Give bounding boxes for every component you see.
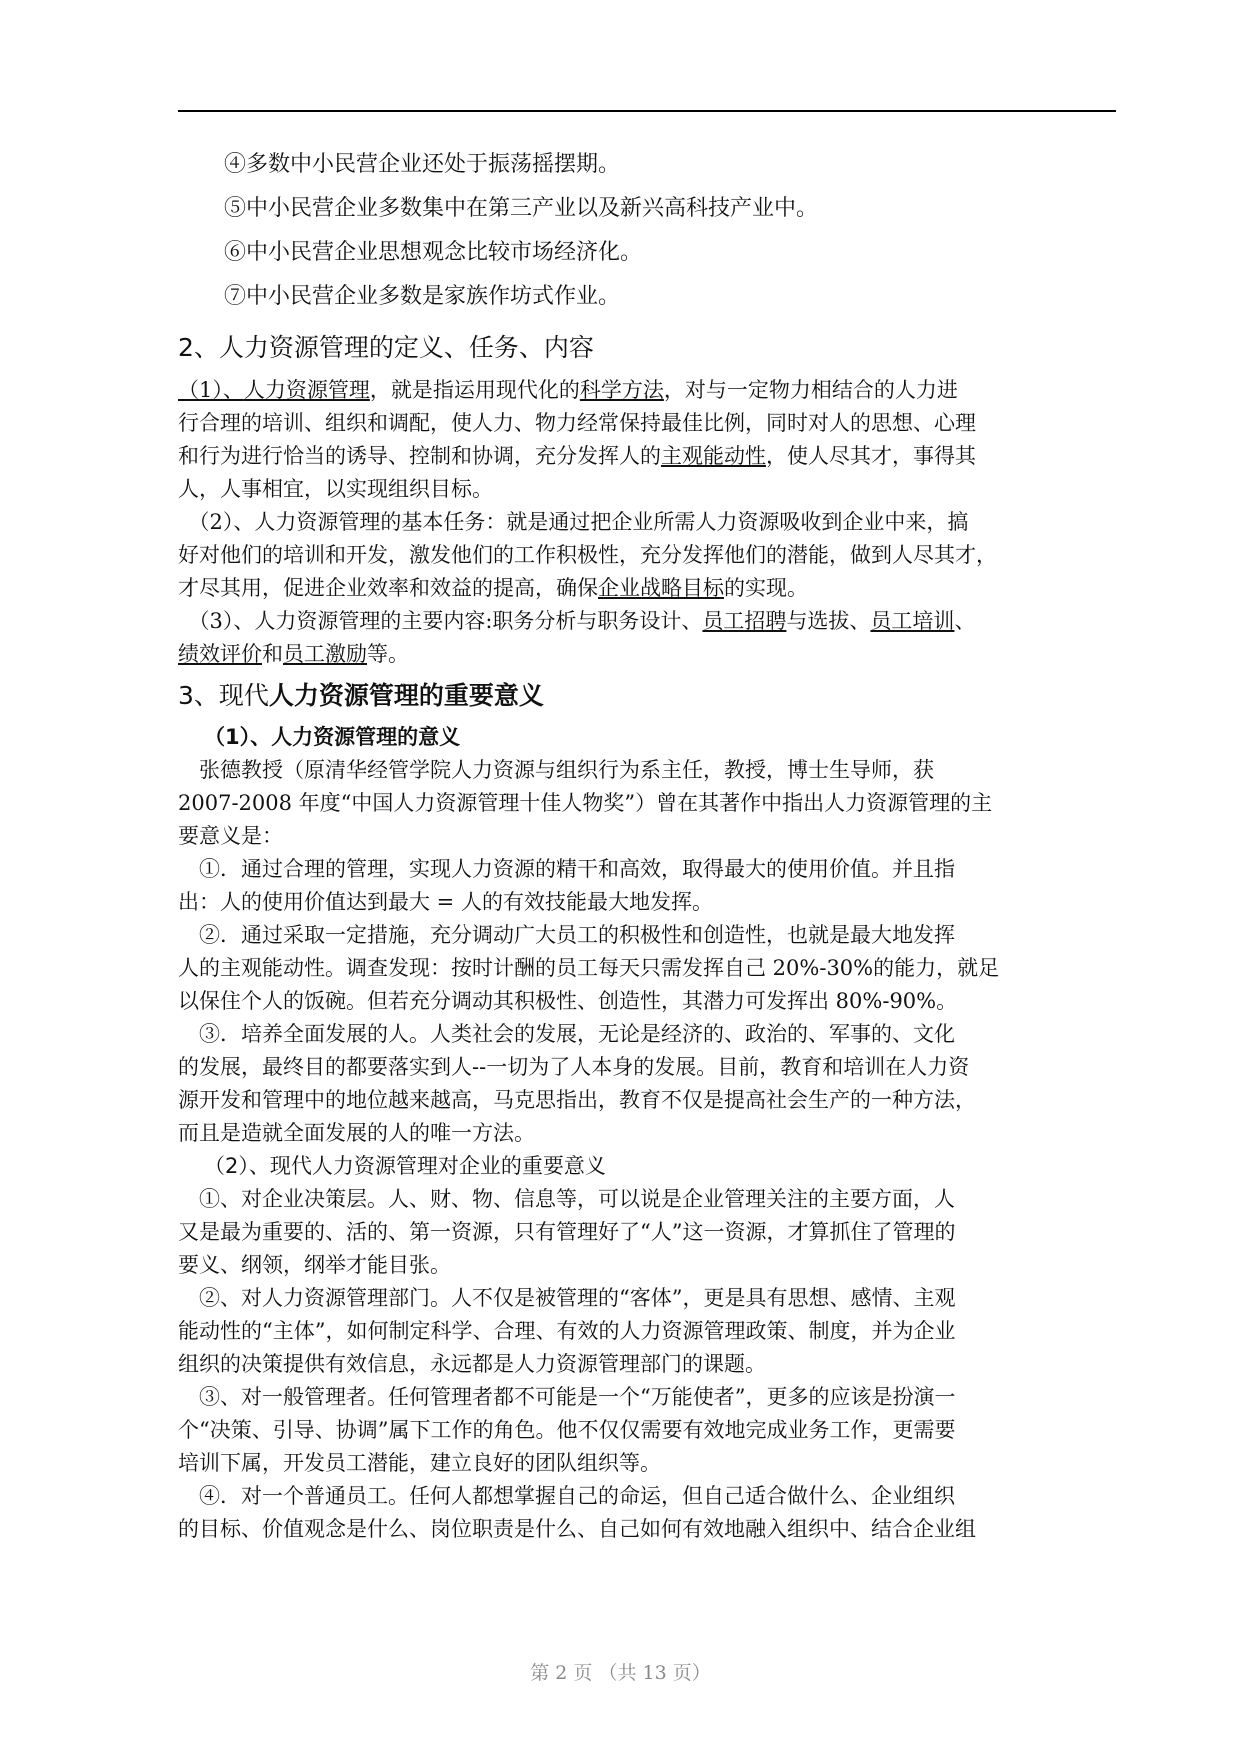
meaning-point-2 [178, 919, 1116, 1018]
intro-paragraph [178, 754, 1116, 853]
paragraph-line: ①．通过合理的管理，实现人力资源的精干和高效，取得最大的使用价值。并且指 [178, 857, 955, 881]
paragraph-line: 组织的决策提供有效信息，永远都是人力资源管理部门的课题。 [178, 1352, 766, 1376]
text-run: 才尽其用，促进企业效率和效益的提高，确保 [178, 576, 598, 600]
paragraph-line: 源开发和管理中的地位越来越高，马克思指出，教育不仅是提高社会生产的一种方法， [178, 1088, 976, 1112]
text-run: 与选拔、 [786, 609, 871, 633]
paragraph-line: 人的主观能动性。调查发现：按时计酬的员工每天只需发挥自己 20%-30%的能力，就足 [178, 956, 1000, 980]
page-content [178, 150, 1116, 1546]
header-rule [178, 110, 1116, 112]
paragraph-line: 好对他们的培训和开发，激发他们的工作积极性，充分发挥他们的潜能，做到人尽其才， [178, 543, 997, 567]
subsection-1-heading: （1）、人力资源管理的意义 [204, 725, 461, 749]
paragraph-line: 又是最为重要的、活的、第一资源，只有管理好了“人”这一资源，才算抓住了管理的 [178, 1220, 956, 1244]
paragraph-line: 要意义是： [178, 824, 283, 848]
page-footer: 第 2 页 （共 13 页） [530, 1662, 711, 1684]
underlined-term: 绩效评价 [178, 642, 262, 666]
significance-decision-layer [178, 1183, 1116, 1282]
subsection-2-heading: （2）、现代人力资源管理对企业的重要意义 [204, 1154, 606, 1178]
paragraph-line: 个“决策、引导、协调”属下工作的角色。他不仅仅需要有效地完成业务工作，更需要 [178, 1418, 956, 1442]
underlined-text: （1）、 [178, 378, 244, 402]
list-item: ⑦中小民营企业多数是家族作坊式作业。 [224, 284, 621, 309]
paragraph-line: ③、对一般管理者。任何管理者都不可能是一个“万能使者”，更多的应该是扮演一 [178, 1385, 956, 1409]
paragraph-line: 要义、纲领，纲举才能目张。 [178, 1253, 451, 1277]
paragraph-line [178, 605, 1116, 638]
heading-prefix: 3、现代 [178, 681, 269, 710]
text-run: 和行为进行恰当的诱导、控制和协调，充分发挥人的 [178, 444, 661, 468]
text-run: ，就是指运用现代化的 [369, 378, 580, 402]
paragraph-line [178, 572, 1116, 605]
text-run: ，对与一定物力相结合的人力进 [663, 378, 958, 402]
paragraph-line: 行合理的培训、组织和调配，使人力、物力经常保持最佳比例，同时对人的思想、心理 [178, 411, 976, 435]
paragraph-line: 的目标、价值观念是什么、岗位职责是什么、自己如何有效地融入组织中、结合企业组 [178, 1517, 976, 1541]
heading-bold-text: 人力资源管理的重要意义 [268, 681, 544, 710]
text-run: （3）、人力资源管理的主要内容:职务分析与职务设计、 [178, 609, 703, 633]
underlined-term: 科学方法 [579, 378, 664, 402]
paragraph-line [178, 440, 1116, 473]
paragraph-line: ①、对企业决策层。人、财、物、信息等，可以说是企业管理关注的主要方面，人 [178, 1187, 955, 1211]
paragraph-line: 张德教授（原清华经管学院人力资源与组织行为系主任，教授，博士生导师，获 [178, 758, 934, 782]
paragraph-line: ④．对一个普通员工。任何人都想掌握自己的命运，但自己适合做什么、企业组织 [178, 1484, 955, 1508]
underlined-term: 员工激励 [283, 642, 367, 666]
text-run: ，使人尽其才，事得其 [766, 444, 976, 468]
paragraph-line: 以保住个人的饭碗。但若充分调动其积极性、创造性，其潜力可发挥出 80%-90%。 [178, 989, 958, 1013]
paragraph-line: 2007-2008 年度“中国人力资源管理十佳人物奖”）曾在其著作中指出人力资源管理的主 [178, 791, 993, 815]
paragraph-line [178, 374, 1116, 407]
text-run: 的实现。 [724, 576, 808, 600]
task-paragraph [178, 506, 1116, 605]
list-item: ⑤中小民营企业多数集中在第三产业以及新兴高科技产业中。 [224, 196, 819, 221]
underlined-term: 员工招聘 [702, 609, 787, 633]
paragraph-line: 人，人事相宜，以实现组织目标。 [178, 477, 493, 501]
paragraph-line: ②、对人力资源管理部门。人不仅是被管理的“客体”，更是具有思想、感情、主观 [178, 1286, 956, 1310]
paragraph-line: 培训下属，开发员工潜能，建立良好的团队组织等。 [178, 1451, 661, 1475]
definition-paragraph [178, 374, 1116, 506]
section-2-heading: 2、人力资源管理的定义、任务、内容 [178, 333, 594, 362]
significance-hr-department [178, 1282, 1116, 1381]
meaning-point-1 [178, 853, 1116, 919]
significance-managers [178, 1381, 1116, 1480]
text-run: 等。 [367, 642, 409, 666]
list-item: ⑥中小民营企业思想观念比较市场经济化。 [224, 240, 643, 265]
paragraph-line: 的发展，最终目的都要落实到人--一切为了人本身的发展。目前，教育和培训在人力资 [178, 1055, 970, 1079]
section-3-heading [178, 677, 1116, 715]
paragraph-line: ②．通过采取一定措施，充分调动广大员工的积极性和创造性，也就是最大地发挥 [178, 923, 955, 947]
text-run: 、 [954, 609, 976, 633]
paragraph-line: 而且是造就全面发展的人的唯一方法。 [178, 1121, 535, 1145]
underlined-term: 人力资源管理 [243, 378, 370, 402]
paragraph-line: （2）、人力资源管理的基本任务：就是通过把企业所需人力资源吸收到企业中来，搞 [178, 510, 969, 534]
paragraph-line [178, 638, 1116, 671]
meaning-point-3 [178, 1018, 1116, 1150]
underlined-term: 企业战略目标 [598, 576, 724, 600]
underlined-term: 主观能动性 [661, 444, 766, 468]
text-run: 和 [262, 642, 283, 666]
paragraph-line: ③．培养全面发展的人。人类社会的发展，无论是经济的、政治的、军事的、文化 [178, 1022, 955, 1046]
significance-employees [178, 1480, 1116, 1546]
underlined-term: 员工培训 [870, 609, 955, 633]
content-paragraph [178, 605, 1116, 671]
paragraph-line: 出：人的使用价值达到最大 = 人的有效技能最大地发挥。 [178, 890, 713, 914]
list-item: ④多数中小民营企业还处于振荡摇摆期。 [224, 152, 621, 177]
paragraph-line: 能动性的“主体”，如何制定科学、合理、有效的人力资源管理政策、制度，并为企业 [178, 1319, 956, 1343]
